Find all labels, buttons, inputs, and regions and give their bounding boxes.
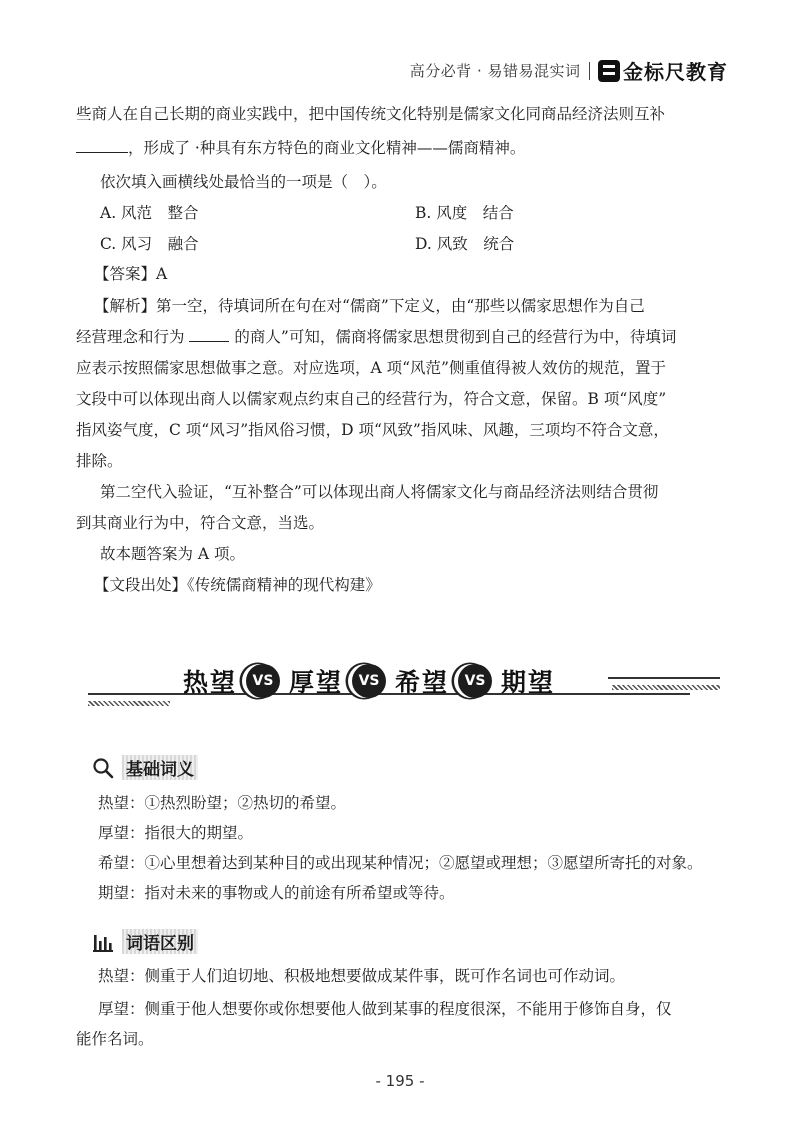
- fill-blank: [189, 327, 229, 342]
- bar-chart-icon: [92, 931, 114, 953]
- logo-icon: [598, 60, 620, 82]
- basic-meaning-heading: [92, 755, 198, 780]
- analysis-conclusion: 故本题答案为 A 项。: [100, 545, 246, 563]
- page-header: [410, 56, 728, 85]
- word-difference-heading: [92, 929, 198, 954]
- question-line-2: [76, 138, 525, 158]
- difference-rewang: 热望：侧重于人们迫切地、积极地想要做成某件事，既可作名词也可作动词。: [98, 967, 626, 985]
- definition-xiwang: 希望：①心里想着达到某种目的或出现某种情况；②愿望或理想；③愿望所寄托的对象。: [98, 854, 703, 872]
- question-prompt: 依次填入画横线处最恰当的一项是（ ）。: [100, 173, 387, 191]
- banner-line-right: [608, 677, 720, 679]
- analysis-line-6: 排除。: [76, 452, 123, 470]
- vs-badge: VS: [246, 664, 280, 698]
- banner-hatch-right: [612, 685, 720, 690]
- brand-logo: [598, 56, 728, 85]
- banner-words: [183, 663, 555, 699]
- option-b: B. 风度 结合: [415, 204, 514, 222]
- word-xiwang: 希望: [395, 668, 450, 697]
- header-title: 高分必背 · 易错易混实词: [409, 62, 581, 80]
- analysis-line-1: 【解析】第一空，待填词所在句在对“儒商”下定义，由“那些以儒家思想作为自己: [94, 297, 645, 315]
- difference-houwang: 厚望：侧重于他人想要你或你想要他人做到某事的程度很深，不能用于修饰自身，仅: [98, 1000, 672, 1018]
- search-icon: [92, 757, 114, 779]
- analysis-line-7: 第二空代入验证，“互补整合”可以体现出商人将儒家文化与商品经济法则结合贯彻: [100, 483, 659, 501]
- question-line-1: 些商人在自己长期的商业实践中，把中国传统文化特别是儒家文化同商品经济法则互补: [76, 105, 666, 123]
- word-difference-title: 词语区别: [122, 929, 198, 954]
- analysis-line-2a: 经营理念和行为: [76, 328, 185, 346]
- analysis-line-8: 到其商业行为中，符合文意，当选。: [76, 514, 325, 532]
- comparison-banner: [88, 655, 722, 715]
- analysis-line-4: 文段中可以体现出商人以儒家观点约束自己的经营行为，符合文意，保留。B 项“风度”: [76, 390, 667, 408]
- banner-hatch-left: [88, 701, 170, 706]
- difference-houwang-cont: 能作名词。: [76, 1030, 154, 1048]
- analysis-line-2b: 的商人”可知，儒商将儒家思想贯彻到自己的经营行为中，待填词: [234, 328, 677, 346]
- fill-blank: [76, 138, 128, 153]
- analysis-line-5: 指风姿气度，C 项“风习”指风俗习惯，D 项“风致”指风味、风趣，三项均不符合文意，: [76, 421, 669, 439]
- analysis-line-3: 应表示按照儒家思想做事之意。对应选项，A 项“风范”侧重值得被人效仿的规范，置于: [76, 359, 666, 377]
- answer-line: 【答案】A: [94, 265, 168, 283]
- basic-meaning-title: 基础词义: [122, 755, 198, 780]
- page-number: - 195 -: [375, 1072, 425, 1090]
- option-d: D. 风致 统合: [415, 235, 515, 253]
- source-line: 【文段出处】《传统儒商精神的现代构建》: [94, 576, 381, 594]
- header-divider: [589, 62, 591, 80]
- vs-badge: VS: [352, 664, 386, 698]
- word-houwang: 厚望: [289, 668, 344, 697]
- definition-houwang: 厚望：指很大的期望。: [98, 824, 254, 842]
- banner-line-left: [88, 693, 170, 695]
- option-c: C. 风习 融合: [100, 235, 199, 253]
- definition-rewang: 热望：①热烈盼望；②热切的希望。: [98, 794, 347, 812]
- option-a: A. 风范 整合: [100, 204, 199, 222]
- word-rewang: 热望: [183, 668, 238, 697]
- vs-badge: VS: [458, 664, 492, 698]
- question-line-2-text: ，形成了 ·种具有东方特色的商业文化精神——儒商精神。: [128, 139, 526, 157]
- word-qiwang: 期望: [501, 668, 556, 697]
- definition-qiwang: 期望：指对未来的事物或人的前途有所希望或等待。: [98, 884, 455, 902]
- analysis-line-2: [76, 327, 676, 347]
- brand-name: 金标尺教育: [623, 60, 728, 84]
